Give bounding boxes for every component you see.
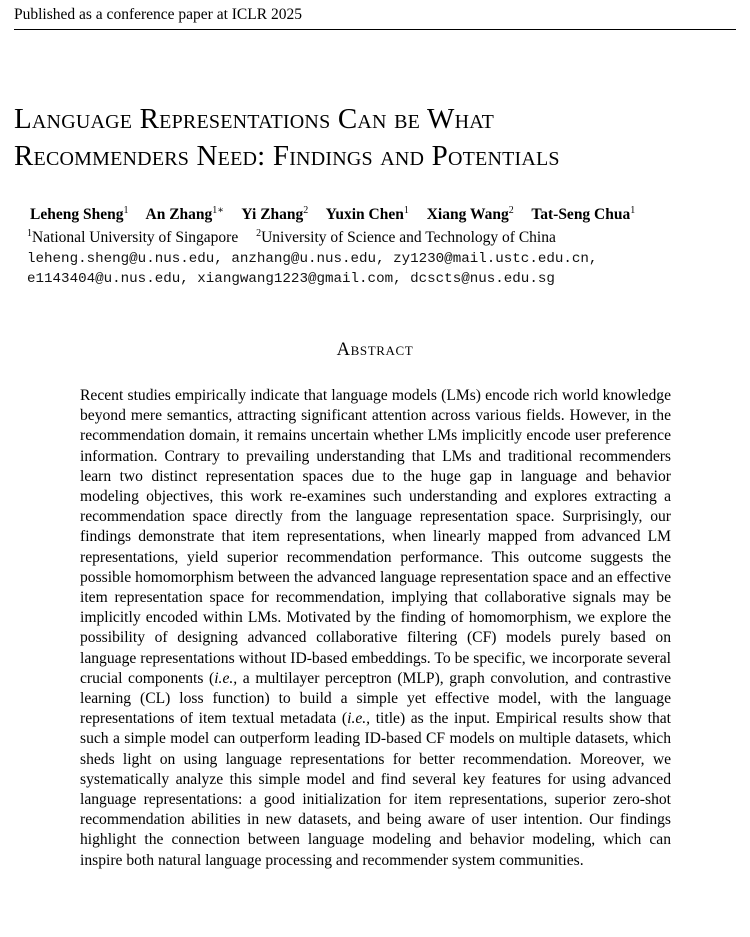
affiliation-sup: 1 xyxy=(27,228,32,239)
author xyxy=(241,206,308,223)
conference-header: Published as a conference paper at ICLR 2025 xyxy=(14,6,302,23)
author-sup: 1∗ xyxy=(212,205,225,216)
affiliation-name: University of Science and Technology of China xyxy=(261,229,556,246)
affiliation-sup: 2 xyxy=(256,228,262,239)
abstract-text: Recent studies empirically indicate that language models (LMs) encode rich world knowledge beyond mere semantics, attracting significant attention across various fields. However, in the recommendation domain, it remains uncertain whether LMs implicitly encode user preference information. Contrary to prevailing understanding that LMs and traditional recommenders learn two distinct representation spaces due to the huge gap in language and behavior modeling objectives, this work re-examines such understanding and explores extracting a recommendation space directly from the language representation space. Surprisingly, our findings demonstrate that item representations, when linearly mapped from advanced LM representations, yield superior recommendation performance. This outcome suggests the possible homomorphism between the advanced language representation space and an effective item representation space for recommendation, implying that collaborative signals may be implicitly encoded within LMs. Motivated by the finding of homomorphism, we explore the possibility of designing advanced collaborative filtering (CF) models purely based on language representations without ID-based embeddings. To be specific, we incorporate several crucial components ( xyxy=(80,387,671,687)
author-name: Leheng Sheng xyxy=(30,206,124,223)
abstract-text: title) as the input. Empirical results show that such a simple model can outperform leading ID-based CF models on multiple datasets, which sheds light on using language representations for better recommendation. Moreover, we systematically analyze this simple model and find several key features for using advanced language representations: a good initialization for item representations, superior zero-shot recommendation abilities in new datasets, and being aware of user intention. Our findings highlight the connection between language modeling and behavior modeling, which can inspire both natural language processing and recommender system communities. xyxy=(80,710,671,869)
header-rule xyxy=(14,29,736,30)
abstract-italic: i.e., xyxy=(347,710,371,728)
author-sup: 2 xyxy=(303,205,309,216)
title-line-2: Recommenders Need: Findings and Potentials xyxy=(14,140,560,172)
author-sup: 1 xyxy=(403,205,409,216)
author-name: An Zhang xyxy=(145,206,213,223)
email-line-2: e1143404@u.nus.edu, xiangwang1223@gmail.com, dcscts@nus.edu.sg xyxy=(27,271,555,287)
author-list xyxy=(30,206,649,224)
author-name: Yuxin Chen xyxy=(325,206,404,223)
abstract-text: a multilayer perceptron (MLP), graph convolution, and contrastive learning (CL) loss function) to build a simple yet effective model, with the language representations of item textual metadata ( xyxy=(80,669,672,728)
abstract-body xyxy=(80,386,671,871)
author-sup: 2 xyxy=(508,205,514,216)
abstract-italic: i.e., xyxy=(214,669,238,687)
affiliation xyxy=(27,229,238,246)
author xyxy=(531,206,635,223)
author xyxy=(30,206,128,223)
abstract-heading: Abstract xyxy=(336,340,414,360)
author xyxy=(326,206,409,223)
author-sup: 1 xyxy=(123,205,129,216)
author xyxy=(427,206,514,223)
author-name: Yi Zhang xyxy=(241,206,304,223)
author-name: Xiang Wang xyxy=(426,206,509,223)
author-sup: 1 xyxy=(630,205,636,216)
title-line-1: Language Representations Can be What xyxy=(14,103,495,135)
affiliation-name: National University of Singapore xyxy=(32,229,239,246)
author-name: Tat-Seng Chua xyxy=(531,206,631,223)
email-line-1: leheng.sheng@u.nus.edu, anzhang@u.nus.edu, zy1230@mail.ustc.edu.cn, xyxy=(27,251,598,267)
affiliation-list xyxy=(27,229,570,247)
email-list xyxy=(27,249,597,289)
paper-title xyxy=(14,101,739,175)
author xyxy=(146,206,225,223)
affiliation xyxy=(256,229,556,246)
